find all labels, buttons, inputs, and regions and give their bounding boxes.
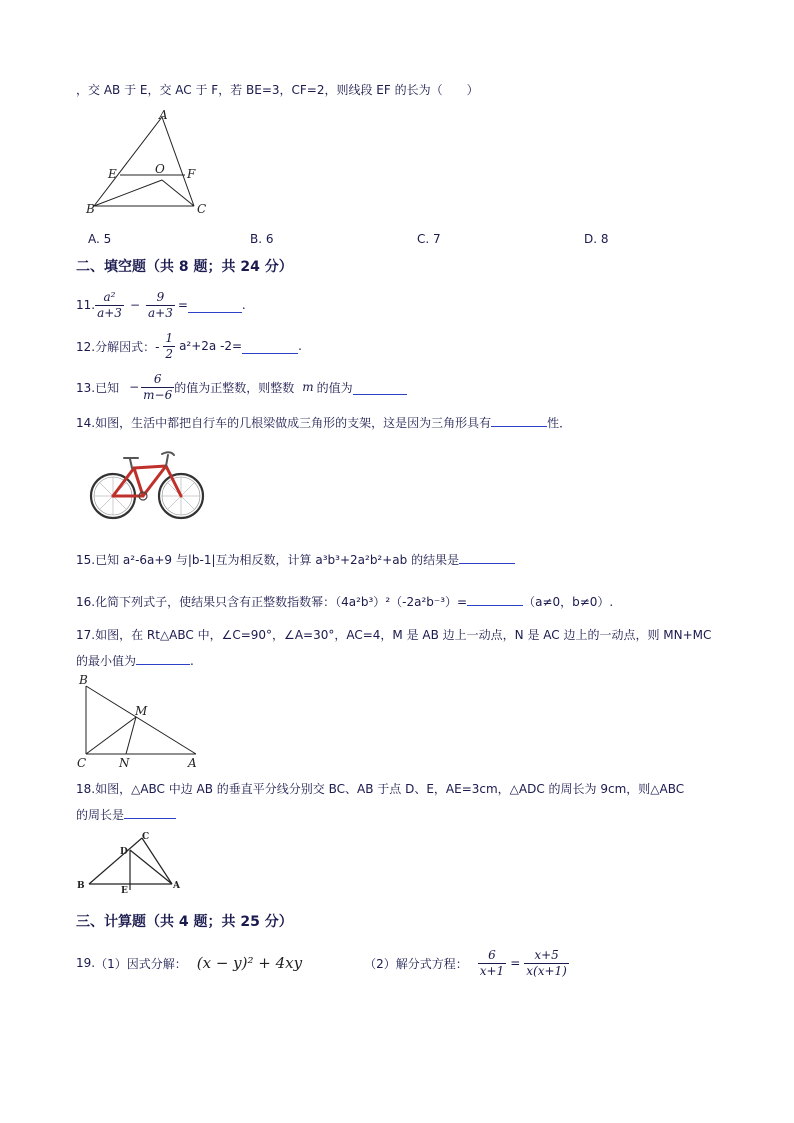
label-A: A	[159, 108, 168, 122]
q14-suffix: 性．	[547, 416, 572, 430]
q19-part1-expression: (x − y)² + 4xy	[196, 954, 303, 972]
q16-answer-blank[interactable]	[467, 593, 523, 606]
q17-label-A: A	[188, 756, 197, 770]
q17-line2	[76, 652, 194, 669]
q12-period: .	[298, 339, 302, 353]
q13-answer-blank[interactable]	[353, 380, 407, 395]
label-E: E	[108, 167, 117, 181]
q19-fraction-1	[478, 948, 506, 979]
q11-f2-numerator: 9	[146, 290, 175, 306]
q19-f2-denominator: x(x+1)	[526, 963, 567, 978]
q18-triangle-figure	[74, 826, 190, 896]
q11-fraction-1	[95, 290, 124, 321]
q17-answer-blank[interactable]	[136, 652, 190, 665]
q13	[76, 370, 407, 404]
q16	[76, 593, 613, 610]
q17-label-N: N	[119, 756, 130, 770]
q16-text: 16.化简下列式子，使结果只含有正整数指数幂：（4a²b³）²（-2a²b⁻³）=	[76, 595, 468, 609]
q12-numerator: 1	[165, 330, 174, 345]
q17-label-B: B	[79, 673, 88, 687]
label-F: F	[187, 167, 196, 181]
q19-fraction-2	[524, 948, 569, 979]
label-C: C	[197, 202, 207, 216]
q10-option-c: C. 7	[417, 232, 441, 246]
q17-label-M: M	[135, 704, 148, 718]
q18-label-E: E	[121, 886, 128, 896]
q19-f1-denominator: x+1	[479, 963, 505, 978]
q13-middle-text: 的值为正整数，则整数	[174, 380, 295, 395]
q12-prefix: 12.分解因式：-	[76, 339, 160, 354]
q17-triangle-figure	[74, 670, 210, 770]
q11-equals: =	[177, 298, 188, 312]
q11-minus: −	[129, 298, 140, 312]
q13-minus: −	[129, 380, 140, 394]
q17-label-C: C	[77, 756, 87, 770]
q19	[76, 944, 569, 982]
q13-prefix: 13.已知	[76, 380, 120, 395]
section-3-title: 三、计算题（共 4 题；共 25 分）	[76, 914, 293, 930]
q13-fraction	[141, 372, 174, 403]
q19-part2-label: （2）解分式方程：	[364, 956, 468, 971]
q13-denominator: m−6	[143, 387, 173, 402]
q15-text: 15.已知 a²-6a+9 与|b-1|互为相反数，计算 a³b³+2a²b²+ab 的结果是	[76, 553, 460, 567]
q11-fraction-2	[146, 290, 175, 321]
q10-option-b: B. 6	[250, 232, 274, 246]
q12	[76, 329, 302, 363]
q18-label-A: A	[173, 881, 180, 891]
q14-text: 14.如图，生活中都把自行车的几根梁做成三角形的支架，这是因为三角形具有	[76, 416, 492, 430]
q11-f1-numerator: a²	[95, 290, 124, 306]
q19-equals: =	[510, 956, 521, 970]
q11-number: 11.	[76, 298, 96, 312]
q11-f1-denominator: a+3	[97, 305, 122, 320]
q19-f2-numerator: x+5	[524, 948, 569, 964]
q19-f1-numerator: 6	[478, 948, 506, 964]
q19-part1-label: （1）因式分解：	[95, 956, 187, 971]
q18-label-C: C	[142, 832, 150, 842]
q10-option-a: A. 5	[88, 232, 112, 246]
q18-line2	[76, 806, 176, 823]
q18-label-D: D	[120, 847, 128, 857]
q10-triangle-figure	[80, 105, 220, 220]
q13-variable-m: m	[302, 380, 314, 394]
q12-fraction	[163, 331, 175, 362]
q19-number: 19.	[76, 956, 96, 970]
q13-numerator: 6	[141, 372, 174, 388]
q16-suffix: （a≠0，b≠0）.	[523, 595, 614, 609]
q12-answer-blank[interactable]	[242, 339, 298, 354]
q15	[76, 551, 515, 568]
q12-expression: a²+2a -2=	[179, 339, 243, 353]
q11-period: .	[241, 298, 246, 312]
section-2-title: 二、填空题（共 8 题；共 24 分）	[76, 259, 293, 275]
bicycle-image	[88, 446, 208, 524]
q14-answer-blank[interactable]	[491, 414, 547, 427]
label-O: O	[155, 162, 165, 176]
q15-answer-blank[interactable]	[459, 551, 515, 564]
q17-period: .	[190, 654, 194, 668]
q11	[76, 288, 246, 322]
q11-answer-blank[interactable]	[188, 298, 242, 313]
q12-denominator: 2	[165, 346, 174, 361]
q18-label-B: B	[77, 881, 85, 891]
q11-f2-denominator: a+3	[148, 305, 173, 320]
q18-line2-text: 的周长是	[76, 808, 125, 822]
q17-line1: 17.如图，在 Rt△ABC 中，∠C=90°，∠A=30°，AC=4，M 是 AB 边上一动点，N 是 AC 边上的一动点，则 MN+MC	[76, 628, 712, 642]
q13-suffix: 的值为	[316, 380, 353, 395]
q10-text: ，交 AB 于 E，交 AC 于 F，若 BE=3，CF=2，则线段 EF 的长为（ ）	[76, 83, 479, 97]
label-B: B	[86, 202, 95, 216]
q10-option-d: D. 8	[584, 232, 609, 246]
q17-line2-text: 的最小值为	[76, 654, 137, 668]
q18-answer-blank[interactable]	[124, 806, 176, 819]
q18-line1: 18.如图，△ABC 中边 AB 的垂直平分线分别交 BC、AB 于点 D、E，AE=3cm，△ADC 的周长为 9cm，则△ABC	[76, 782, 685, 796]
q14	[76, 414, 571, 431]
